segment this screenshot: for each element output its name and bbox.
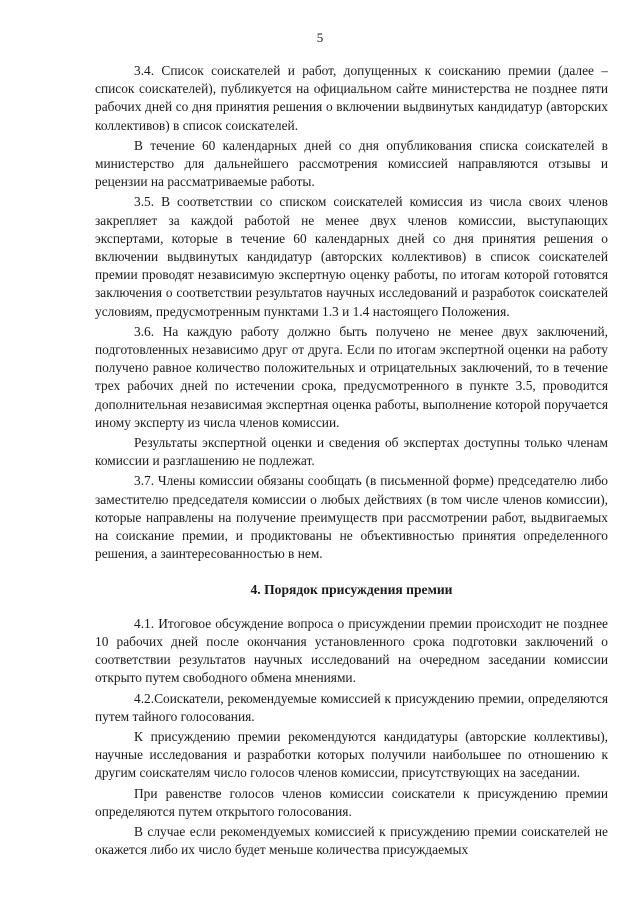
paragraph-3-6: 3.6. На каждую работу должно быть получено не менее двух заключений, подготовленных независимо друг от друга. Если по итогам экспертной оценки на работу получено равное количество положительных и отрицательных заключений, то в течение трех рабочих дней по истечении срока, предусмотренного в пункте 3.5, проводится дополнительная независимая экспертная оценка работы, выполнение которой поручается иному эксперту из числа членов комиссии. <box>95 323 608 430</box>
paragraph-3-7: 3.7. Члены комиссии обязаны сообщать (в письменной форме) председателю либо заместителю председателя комиссии о любых действиях (в том числе членов комиссии), которые направлены на получение преимуществ при рассмотрении работ, выдвигаемых на соискание премии, и продиктованы не объективностью принятия определенного решения, а заинтересованностью в нем. <box>95 473 608 562</box>
paragraph-4-2-recommended: К присуждению премии рекомендуются кандидатуры (авторские коллективы), научные исследования и разработки которых получили наибольшее по отношению к другим соискателям число голосов членов комиссии, присутствующих на заседании. <box>95 728 608 781</box>
paragraph-4-2: 4.2.Соискатели, рекомендуемые комиссией к присуждению премии, определяются путем тайного голосования. <box>95 690 608 724</box>
paragraph-3-4-reviews: В течение 60 календарных дней со дня опубликования списка соискателей в министерство для дальнейшего рассмотрения комиссией направляются отзывы и рецензии на рассматриваемые работы. <box>95 137 608 190</box>
paragraph-4-1: 4.1. Итоговое обсуждение вопроса о присуждении премии происходит не позднее 10 рабочих дней после окончания установленного срока подготовки заключений о соответствии результатов научных исследований на очередном заседании комиссии открыто путем свободного обмена мнениями. <box>95 615 608 686</box>
page-number: 5 <box>316 30 324 45</box>
paragraph-3-6-results: Результаты экспертной оценки и сведения об экспертах доступны только членам комиссии и разглашению не подлежат. <box>95 435 608 469</box>
section-4-heading: 4. Порядок присуждения премии <box>250 582 453 598</box>
paragraph-3-4: 3.4. Список соискателей и работ, допущенных к соисканию премии (далее – список соискателей), публикуется на официальном сайте министерства не позднее пяти рабочих дней со дня принятия решения о включении выдвинутых кандидатур (авторских коллективов) в список соискателей. <box>95 63 608 133</box>
paragraph-4-2-tie: При равенстве голосов членов комиссии соискатели к присуждению премии определяются путем открытого голосования. <box>95 785 608 819</box>
paragraph-3-5: 3.5. В соответствии со списком соискателей комиссия из числа своих членов закрепляет за каждой работой не менее двух членов комиссии, выступающих экспертами, которые в течение 60 календарных дней со дня принятия решения о включении выдвинутых кандидатур (авторских коллективов) в список соискателей премии проводят независимую экспертную оценку работы, по итогам которой готовятся заключения о соответствии результатов научных исследований и разработок соискателей условиям, предусмотренным пунктами 1.3 и 1.4 настоящего Положения. <box>95 194 608 319</box>
paragraph-4-2-none: В случае если рекомендуемых комиссией к присуждению премии соискателей не окажется либо их число будет меньше количества присуждаемых <box>95 823 608 858</box>
document-body <box>95 62 608 859</box>
